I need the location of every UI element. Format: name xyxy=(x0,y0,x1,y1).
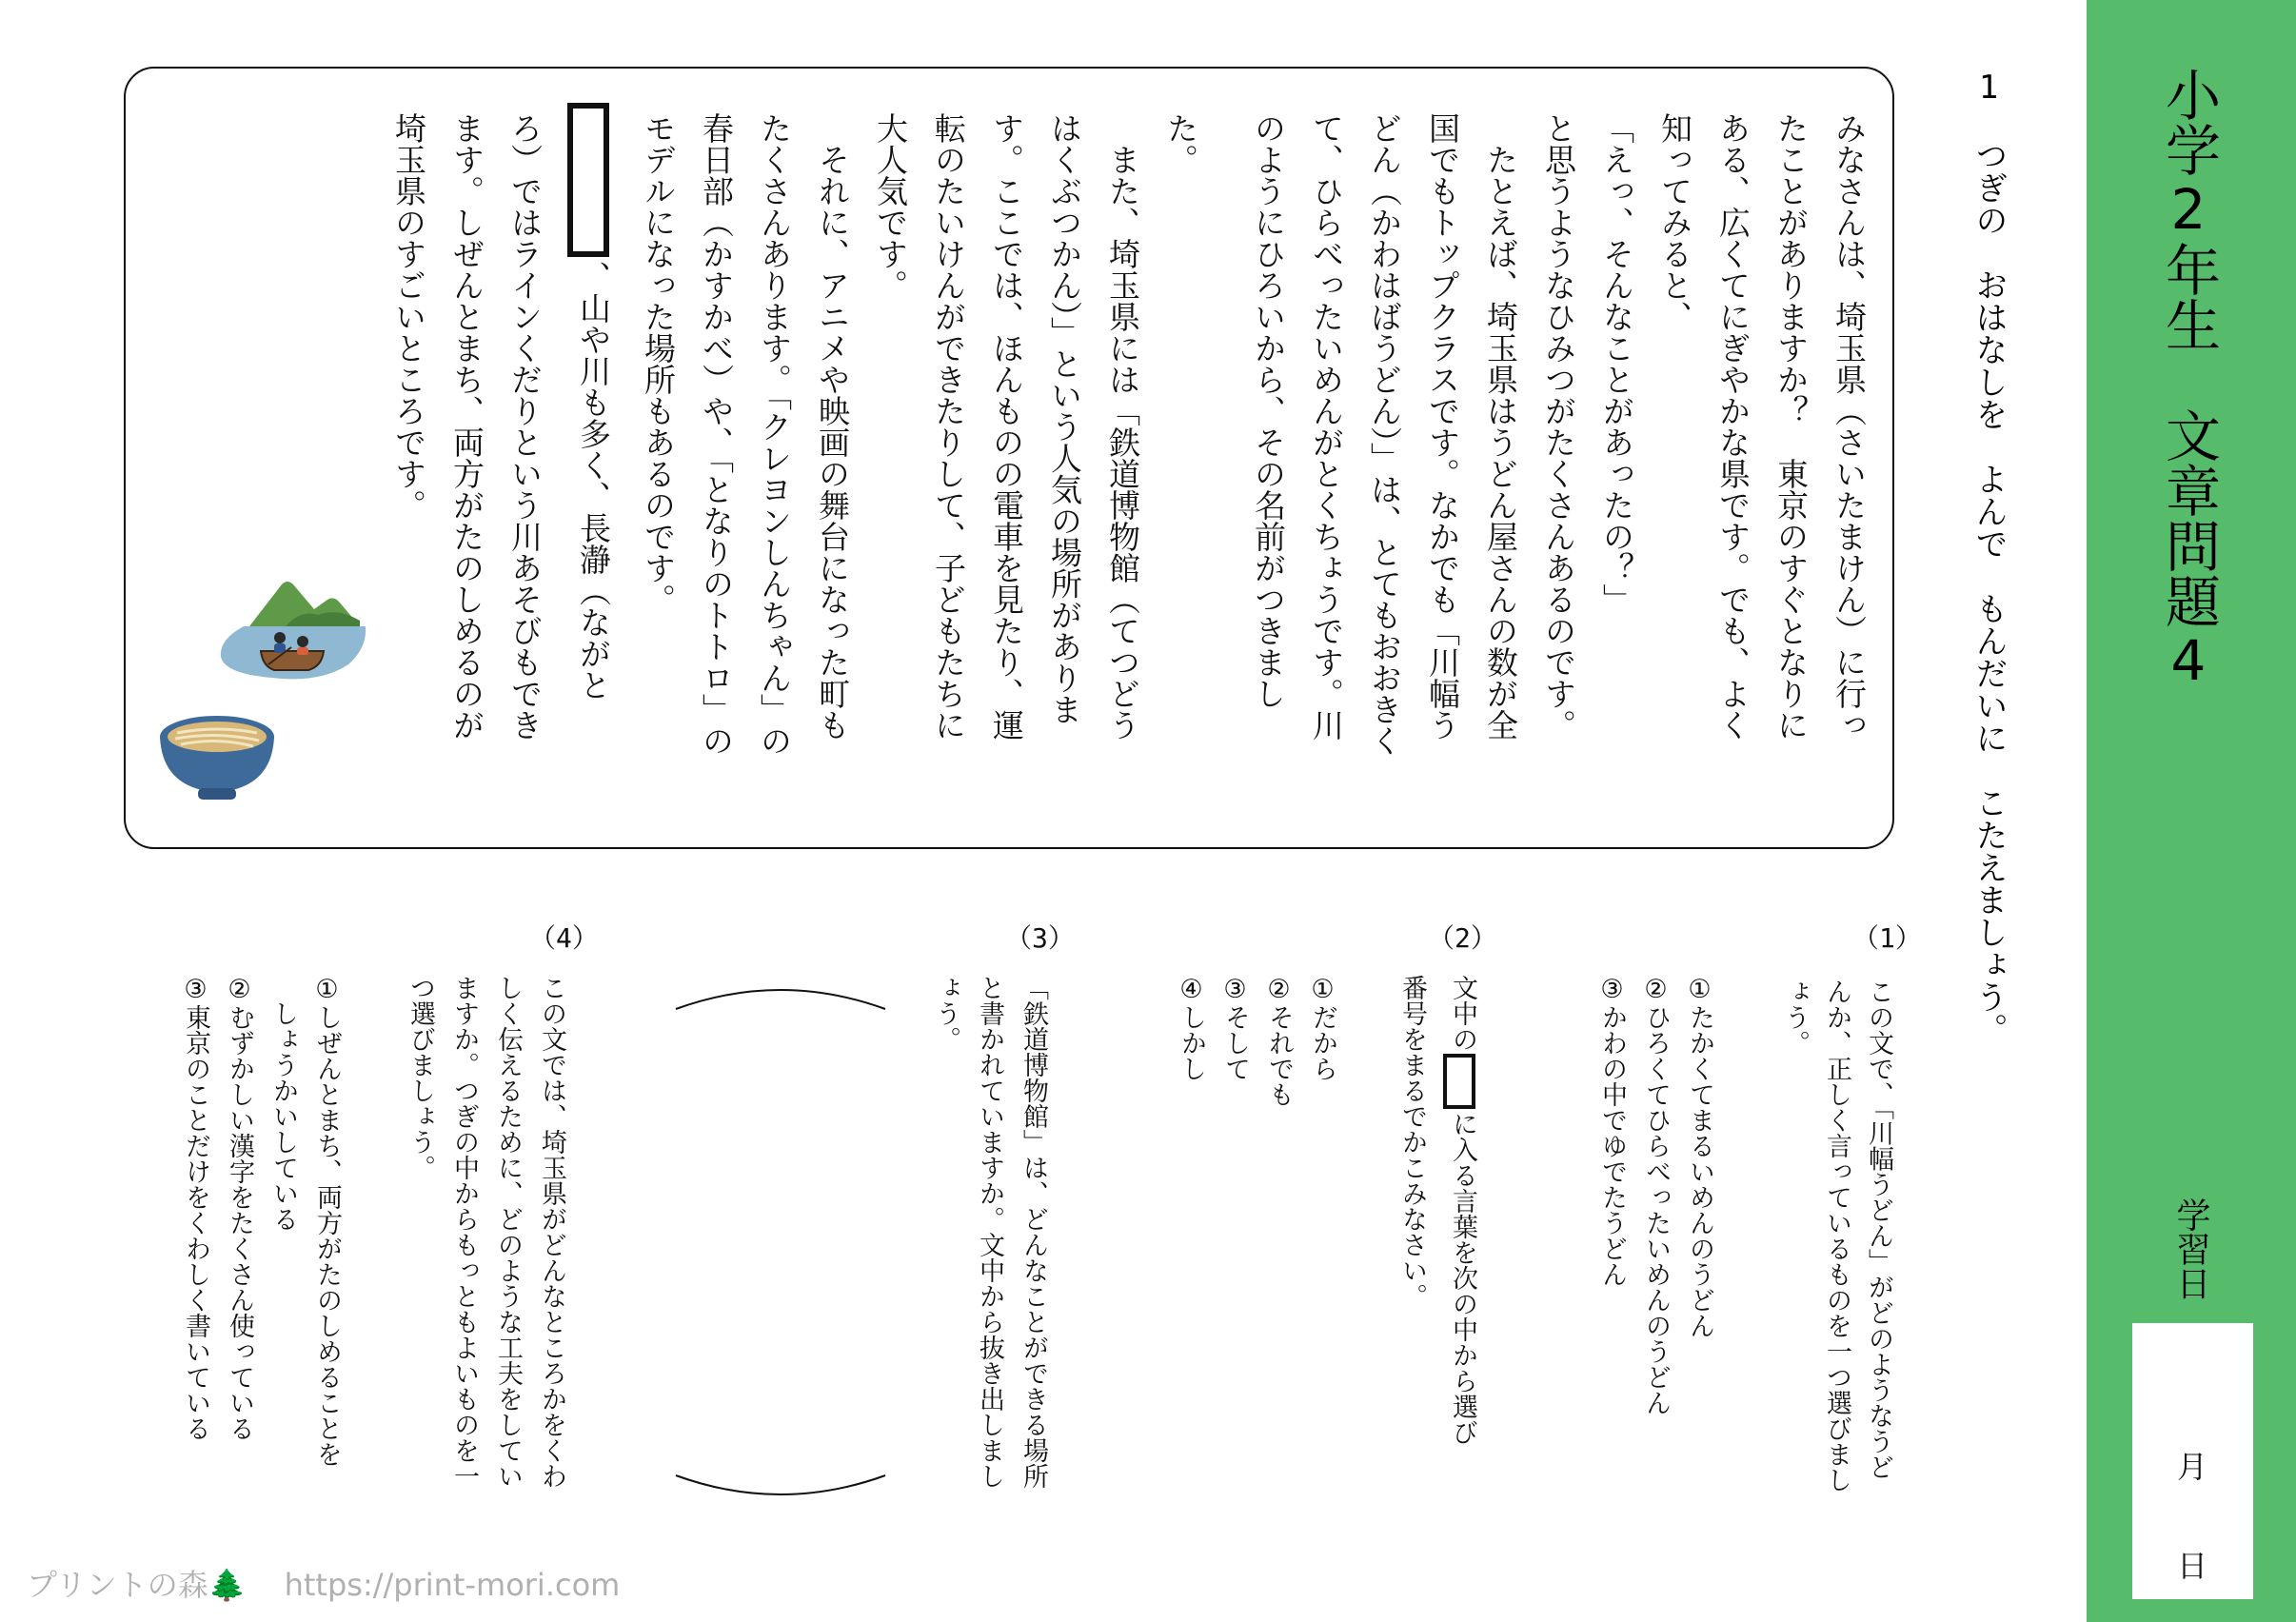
lake-boat-illustration xyxy=(215,571,371,689)
passage-line: また、埼玉県には「鉄道博物館（てつどう xyxy=(1104,112,1141,741)
question-3-prompt-line: 「鉄道博物館」は、どんなことができる場所 xyxy=(1019,975,1048,1489)
question-4-option-1-cont: しょうかいしている xyxy=(268,975,298,1232)
passage-line: ある、広くてにぎやかな県です。でも、よく xyxy=(1714,112,1752,741)
study-date-label: 学習日 xyxy=(2171,1197,2210,1300)
question-3-prompt-line: ょう。 xyxy=(931,975,960,1052)
question-2-option-1[interactable]: ①だから xyxy=(1308,975,1337,1081)
instruction xyxy=(1969,69,2008,1045)
prompt-text: 文中の xyxy=(1448,975,1477,1052)
answer-blank-box xyxy=(567,103,609,257)
question-4-prompt-line: この文では、埼玉県がどんなところかをくわ xyxy=(537,975,566,1489)
footer xyxy=(27,1561,620,1605)
passage-line: と思うようなひみつがたくさんあるのです。 xyxy=(1540,112,1577,741)
passage-line: た。 xyxy=(1162,112,1199,175)
question-2-option-4[interactable]: ④しかし xyxy=(1177,975,1206,1081)
brand-name: プリントの森 xyxy=(27,1567,208,1603)
question-1-prompt-line: んか、正しく言っているものを一つ選びまし xyxy=(1822,979,1851,1493)
question-1-prompt-line: この文で、「川幅うどん」がどのようなうど xyxy=(1864,979,1893,1480)
month-label: 月 xyxy=(2177,1449,2208,1485)
question-4-option-2[interactable]: ②むずかしい漢字をたくさん使っている xyxy=(225,975,254,1441)
passage-line-text: 、山や川も多く、長瀞（ながと xyxy=(575,261,612,701)
passage-line: たとえば、埼玉県はうどん屋さんの数が全 xyxy=(1482,112,1519,741)
day-label: 日 xyxy=(2177,1548,2208,1584)
question-4-option-1[interactable]: ①しぜんとまち、両方がたのしめることを xyxy=(312,975,342,1467)
passage-line: 「えっ、そんなことがあったの？」 xyxy=(1598,112,1635,615)
question-4-prompt-line: しく伝えるために、どのような工夫をしてい xyxy=(493,975,523,1489)
question-1-option-2[interactable]: ②ひろくてひらべったいめんのうどん xyxy=(1641,975,1671,1415)
passage-line: て、ひらべったいめんがとくちょうです。川 xyxy=(1308,112,1345,741)
passage-line: はくぶつかん）」という人気の場所がありま xyxy=(1046,112,1083,725)
question-1-number: （1） xyxy=(1852,922,1922,954)
tree-icon: 🌲 xyxy=(208,1567,247,1603)
passage-line: どん（かわはばうどん）」は、とてもおおきく xyxy=(1366,112,1403,757)
question-4-option-3[interactable]: ③東京のことだけをくわしく書いている xyxy=(181,975,210,1441)
passage-line: モデルになった場所もあるのです。 xyxy=(640,112,677,615)
instruction-text: つぎの おはなしを よんで もんだいに こたえましょう。 xyxy=(1969,107,2008,1045)
worksheet-title: 小学2年生 文章問題4 xyxy=(2156,67,2221,693)
blank-box-reference xyxy=(1443,1054,1475,1109)
question-2-number: （2） xyxy=(1428,922,1497,954)
passage-line-with-blank xyxy=(567,103,612,701)
passage-line: それに、アニメや映画の舞台になった町も xyxy=(814,112,851,741)
passage-line: たくさんあります。「クレヨンしんちゃん」の xyxy=(756,112,793,757)
passage-line: のようにひろいから、その名前がつきまし xyxy=(1250,112,1287,709)
site-url[interactable]: https://print-mori.com xyxy=(284,1567,621,1603)
question-2-prompt-line: 番号をまるでかこみなさい。 xyxy=(1397,975,1427,1309)
passage-line: ろ）ではラインくだりという川あそびもでき xyxy=(506,112,544,741)
passage-line: 知ってみると、 xyxy=(1656,112,1693,332)
question-2-option-3[interactable]: ③そして xyxy=(1220,975,1250,1081)
question-3-number: （3） xyxy=(1005,922,1075,954)
section-number: 1 xyxy=(1969,69,2008,107)
passage-line: す。ここでは、ほんものの電車を見たり、運 xyxy=(988,112,1025,741)
question-1-option-1[interactable]: ①たかくてまるいめんのうどん xyxy=(1685,975,1714,1338)
question-4-prompt-line: つ選びましょう。 xyxy=(406,975,435,1180)
passage-line: たことがありますか？ 東京のすぐとなりに xyxy=(1772,112,1810,741)
udon-bowl-illustration xyxy=(154,704,280,809)
question-4-number: （4） xyxy=(529,922,599,954)
question-1-prompt-line: ょう。 xyxy=(1780,979,1810,1056)
passage-line: 埼玉県のすごいところです。 xyxy=(390,112,427,521)
question-2-prompt-line xyxy=(1443,975,1475,1445)
passage-line: ます。しぜんとまち、両方がたのしめるのが xyxy=(448,112,485,741)
answer-bracket[interactable] xyxy=(666,980,895,1513)
question-4-prompt-line: ますか。つぎの中からもっともよいものを一 xyxy=(449,975,479,1489)
passage-line: 国でもトップクラスです。なかでも「川幅う xyxy=(1424,112,1461,741)
question-2-option-2[interactable]: ②それでも xyxy=(1264,975,1294,1107)
passage-line: 転のたいけんができたりして、子どもたちに xyxy=(930,112,967,741)
question-3-prompt-line: と書かれていますか。文中から抜き出しまし xyxy=(975,975,1004,1489)
passage-line: 大人気です。 xyxy=(872,112,909,301)
prompt-text: に入る言葉を次の中から選び xyxy=(1448,1111,1477,1445)
question-1-option-3[interactable]: ③かわの中でゆでたうどん xyxy=(1597,975,1627,1287)
passage-line: みなさんは、埼玉県（さいたまけん）に行っ xyxy=(1831,112,1868,741)
passage-line: 春日部（かすかべ）や、「となりのトトロ」の xyxy=(698,112,735,757)
